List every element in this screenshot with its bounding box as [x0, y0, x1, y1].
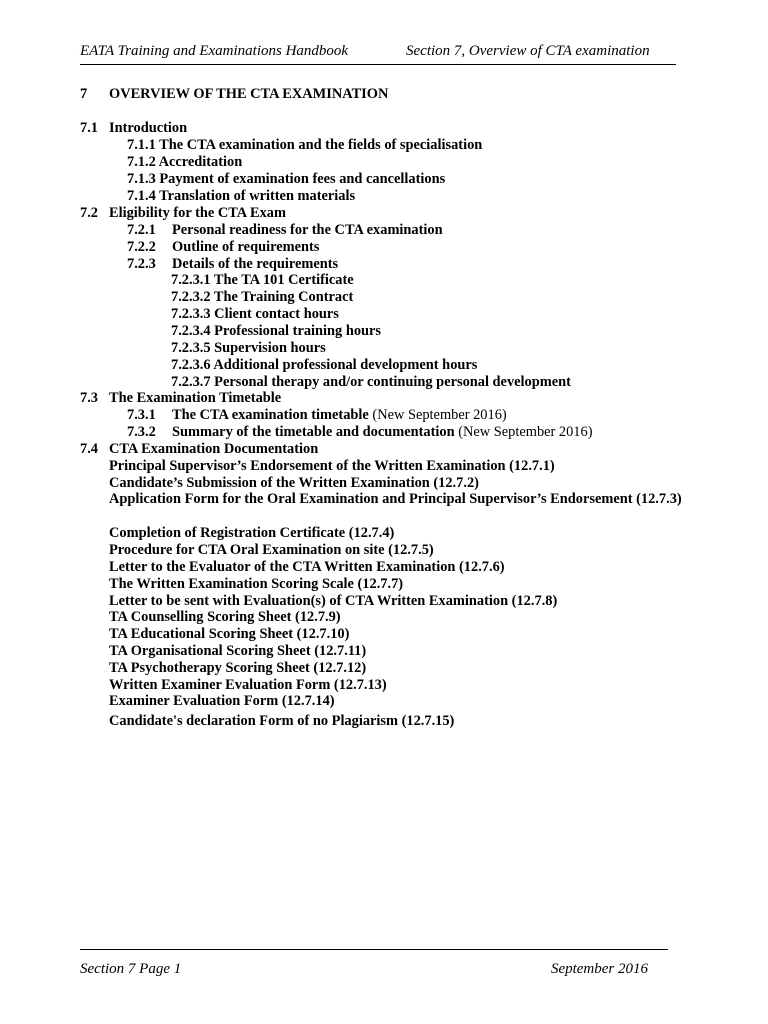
toc-note: (New September 2016) — [372, 407, 507, 423]
doc-item: The Written Examination Scoring Scale (12.7.7) — [109, 576, 404, 592]
doc-item: Procedure for CTA Oral Examination on site (12.7.5) — [109, 542, 434, 558]
footer-rule — [80, 949, 668, 950]
toc-number: 7.3.1 — [127, 407, 156, 423]
chapter-heading — [80, 86, 388, 103]
toc-entry-7-2-3-7: 7.2.3.7 Personal therapy and/or continuing personal development — [171, 374, 571, 390]
toc-title: Introduction — [109, 120, 188, 136]
toc-note: (New September 2016) — [458, 424, 593, 440]
toc-entry-7-2-1 — [127, 222, 443, 239]
toc-number: 7.3 — [80, 390, 98, 406]
doc-item: Candidate's declaration Form of no Plagiarism (12.7.15) — [109, 713, 455, 729]
doc-item: Candidate’s Submission of the Written Examination (12.7.2) — [109, 475, 479, 491]
header-section-title: Section 7, Overview of CTA examination — [406, 43, 650, 59]
toc-number: 7.2.3 — [127, 256, 156, 272]
toc-entry-7-3-2 — [127, 424, 593, 441]
toc-entry-7-1-2: 7.1.2 Accreditation — [127, 154, 243, 170]
toc-entry-7-2-3-2: 7.2.3.2 The Training Contract — [171, 289, 354, 305]
toc-entry-7-1-4: 7.1.4 Translation of written materials — [127, 188, 356, 204]
doc-item: Principal Supervisor’s Endorsement of the Written Examination (12.7.1) — [109, 458, 555, 474]
doc-item: Completion of Registration Certificate (12.7.4) — [109, 525, 395, 541]
toc-entry-7-2-2 — [127, 239, 319, 256]
doc-item: TA Counselling Scoring Sheet (12.7.9) — [109, 609, 341, 625]
toc-title: The CTA examination timetable — [172, 407, 369, 423]
doc-item: TA Psychotherapy Scoring Sheet (12.7.12) — [109, 660, 367, 676]
doc-item: Application Form for the Oral Examination and Principal Supervisor’s Endorsement (12.7.3) — [109, 491, 682, 507]
toc-entry-7-2-3-1: 7.2.3.1 The TA 101 Certificate — [171, 272, 354, 288]
toc-title: Eligibility for the CTA Exam — [109, 205, 286, 221]
toc-title: The Examination Timetable — [109, 390, 282, 406]
toc-entry-7-2-3-5: 7.2.3.5 Supervision hours — [171, 340, 326, 356]
toc-number: 7.3.2 — [127, 424, 156, 440]
toc-entry-7-1-1: 7.1.1 The CTA examination and the fields of specialisation — [127, 137, 483, 153]
chapter-title: OVERVIEW OF THE CTA EXAMINATION — [109, 86, 389, 102]
toc-entry-7-2-3-3: 7.2.3.3 Client contact hours — [171, 306, 339, 322]
toc-entry-7-2 — [80, 205, 286, 222]
doc-item: TA Organisational Scoring Sheet (12.7.11) — [109, 643, 367, 659]
toc-number: 7.4 — [80, 441, 98, 457]
toc-number: 7.1 — [80, 120, 98, 136]
toc-entry-7-3-1 — [127, 407, 507, 424]
toc-number: 7.2 — [80, 205, 98, 221]
toc-entry-7-2-3 — [127, 256, 338, 273]
toc-entry-7-1-3: 7.1.3 Payment of examination fees and cancellations — [127, 171, 446, 187]
footer-date: September 2016 — [550, 961, 648, 977]
toc-number: 7.2.1 — [127, 222, 156, 238]
toc-title: Details of the requirements — [172, 256, 339, 272]
doc-item: Written Examiner Evaluation Form (12.7.13) — [109, 677, 387, 693]
toc-entry-7-2-3-6: 7.2.3.6 Additional professional development hours — [171, 357, 478, 373]
toc-title: CTA Examination Documentation — [109, 441, 319, 457]
doc-item: TA Educational Scoring Sheet (12.7.10) — [109, 626, 350, 642]
header-rule — [80, 64, 676, 65]
toc-title: Personal readiness for the CTA examination — [172, 222, 443, 238]
doc-item: Letter to be sent with Evaluation(s) of CTA Written Examination (12.7.8) — [109, 593, 558, 609]
doc-item: Letter to the Evaluator of the CTA Written Examination (12.7.6) — [109, 559, 505, 575]
doc-item: Examiner Evaluation Form (12.7.14) — [109, 693, 335, 709]
toc-number: 7.2.2 — [127, 239, 156, 255]
toc-title: Outline of requirements — [172, 239, 320, 255]
toc-entry-7-3 — [80, 390, 281, 407]
chapter-number: 7 — [80, 86, 88, 102]
toc-title: Summary of the timetable and documentation — [172, 424, 455, 440]
toc-entry-7-4 — [80, 441, 318, 458]
header-handbook-title: EATA Training and Examinations Handbook — [80, 43, 349, 59]
footer-page-number: Section 7 Page 1 — [80, 961, 182, 977]
toc-entry-7-2-3-4: 7.2.3.4 Professional training hours — [171, 323, 382, 339]
toc-entry-7-1 — [80, 120, 187, 137]
